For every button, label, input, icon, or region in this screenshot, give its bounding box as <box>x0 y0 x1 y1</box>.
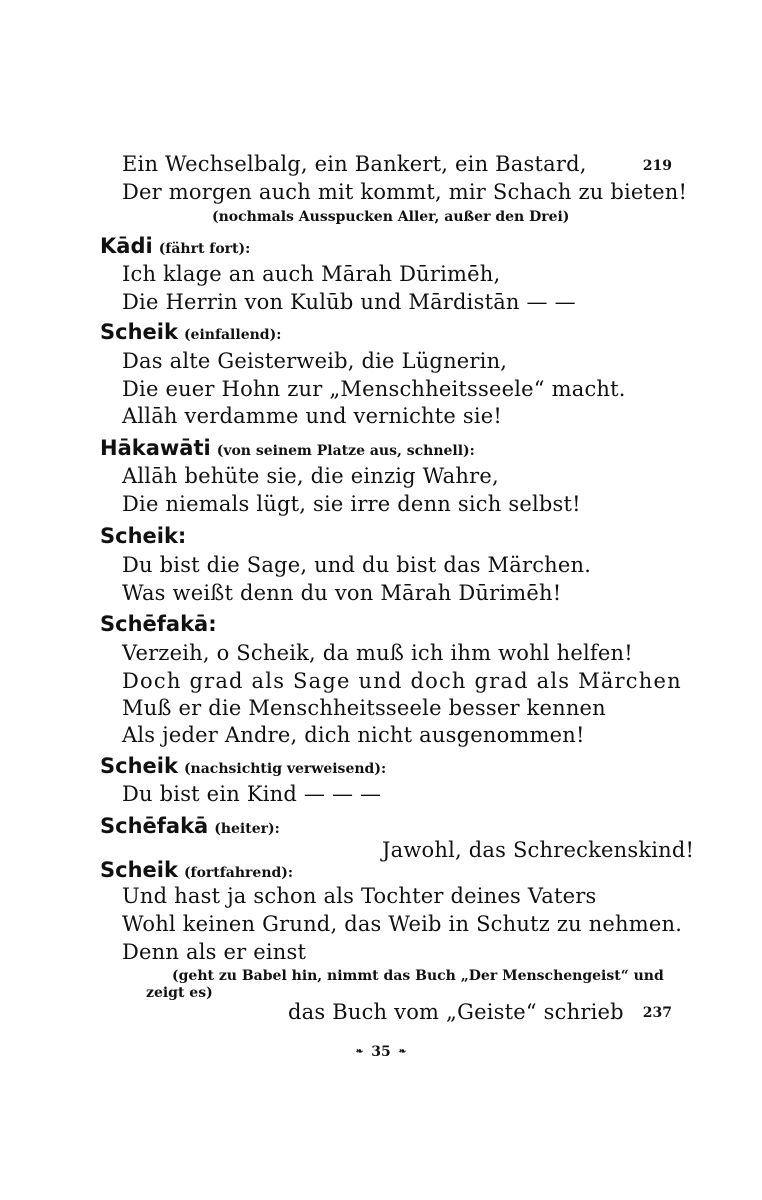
verse-line: Die Herrin von Kulūb und Mārdistān — — <box>122 290 576 314</box>
verse-line: Du bist die Sage, und du bist das Märchen. <box>122 553 592 577</box>
ornament-icon: ❧ <box>398 1047 407 1057</box>
speaker-schefaka <box>100 612 217 636</box>
verse-line: das Buch vom „Geiste“ schrieb <box>288 1000 624 1024</box>
speaker-name: Scheik <box>100 858 178 882</box>
speaker-direction: (nachsichtig verweisend): <box>183 761 387 777</box>
verse-line: Verzeih, o Scheik, da muß ich ihm wohl helfen! <box>122 641 633 665</box>
verse-line: Doch grad als Sage und doch grad als Märchen <box>122 669 682 693</box>
verse-line: Allāh verdamme und vernichte sie! <box>122 404 503 428</box>
speaker-schefaka <box>100 814 280 838</box>
speaker-direction: (von seinem Platze aus, schnell): <box>216 443 475 459</box>
verse-line: Ein Wechselbalg, ein Bankert, ein Bastard, <box>122 152 587 176</box>
speaker-scheik <box>100 524 186 548</box>
stage-direction: zeigt es) <box>146 985 213 1001</box>
verse-line: Der morgen auch mit kommt, mir Schach zu bieten! <box>122 180 688 204</box>
verse-line: Allāh behüte sie, die einzig Wahre, <box>122 464 499 488</box>
speaker-direction: (fährt fort): <box>158 241 251 257</box>
speaker-scheik <box>100 858 293 882</box>
verse-line: Das alte Geisterweib, die Lügnerin, <box>122 349 508 373</box>
verse-line: Du bist ein Kind — — — <box>122 782 382 806</box>
speaker-kadi <box>100 234 250 258</box>
speaker-direction: (einfallend): <box>183 327 282 343</box>
verse-line: Was weißt denn du von Mārah Dūrimēh! <box>122 581 562 605</box>
verse-line: Als jeder Andre, dich nicht ausgenommen! <box>122 723 585 747</box>
speaker-name: Hākawāti <box>100 436 211 460</box>
speaker-name: Schēfakā: <box>100 612 217 636</box>
speaker-name: Scheik <box>100 754 178 778</box>
speaker-name: Kādi <box>100 234 153 258</box>
line-number-top: 219 <box>642 158 672 174</box>
speaker-scheik <box>100 754 386 778</box>
verse-line: Ich klage an auch Mārah Dūrimēh, <box>122 262 501 286</box>
stage-direction: (nochmals Ausspucken Aller, außer den Drei) <box>212 209 570 225</box>
verse-line: Die euer Hohn zur „Menschheitsseele“ macht. <box>122 377 626 401</box>
speaker-direction: (heiter): <box>214 821 280 837</box>
verse-line: Jawohl, das Schreckenskind! <box>382 838 695 862</box>
verse-line: Muß er die Menschheitsseele besser kennen <box>122 696 606 720</box>
page-number: 35 <box>371 1044 391 1060</box>
speaker-hakawati <box>100 436 475 460</box>
speaker-name: Scheik: <box>100 524 187 548</box>
ornament-icon: ❧ <box>355 1047 364 1057</box>
verse-line: Wohl keinen Grund, das Weib in Schutz zu nehmen. <box>122 912 683 936</box>
speaker-direction: (fortfahrend): <box>183 865 294 881</box>
stage-direction: (geht zu Babel hin, nimmt das Buch „Der Menschengeist“ und <box>172 968 664 984</box>
speaker-name: Schēfakā <box>100 814 209 838</box>
page-footer <box>0 1044 762 1060</box>
verse-line: Die niemals lügt, sie irre denn sich selbst! <box>122 492 581 516</box>
speaker-scheik <box>100 320 281 344</box>
speaker-name: Scheik <box>100 320 178 344</box>
line-number-bottom: 237 <box>642 1005 672 1021</box>
verse-line: Denn als er einst <box>122 940 307 964</box>
verse-line: Und hast ja schon als Tochter deines Vaters <box>122 884 597 908</box>
